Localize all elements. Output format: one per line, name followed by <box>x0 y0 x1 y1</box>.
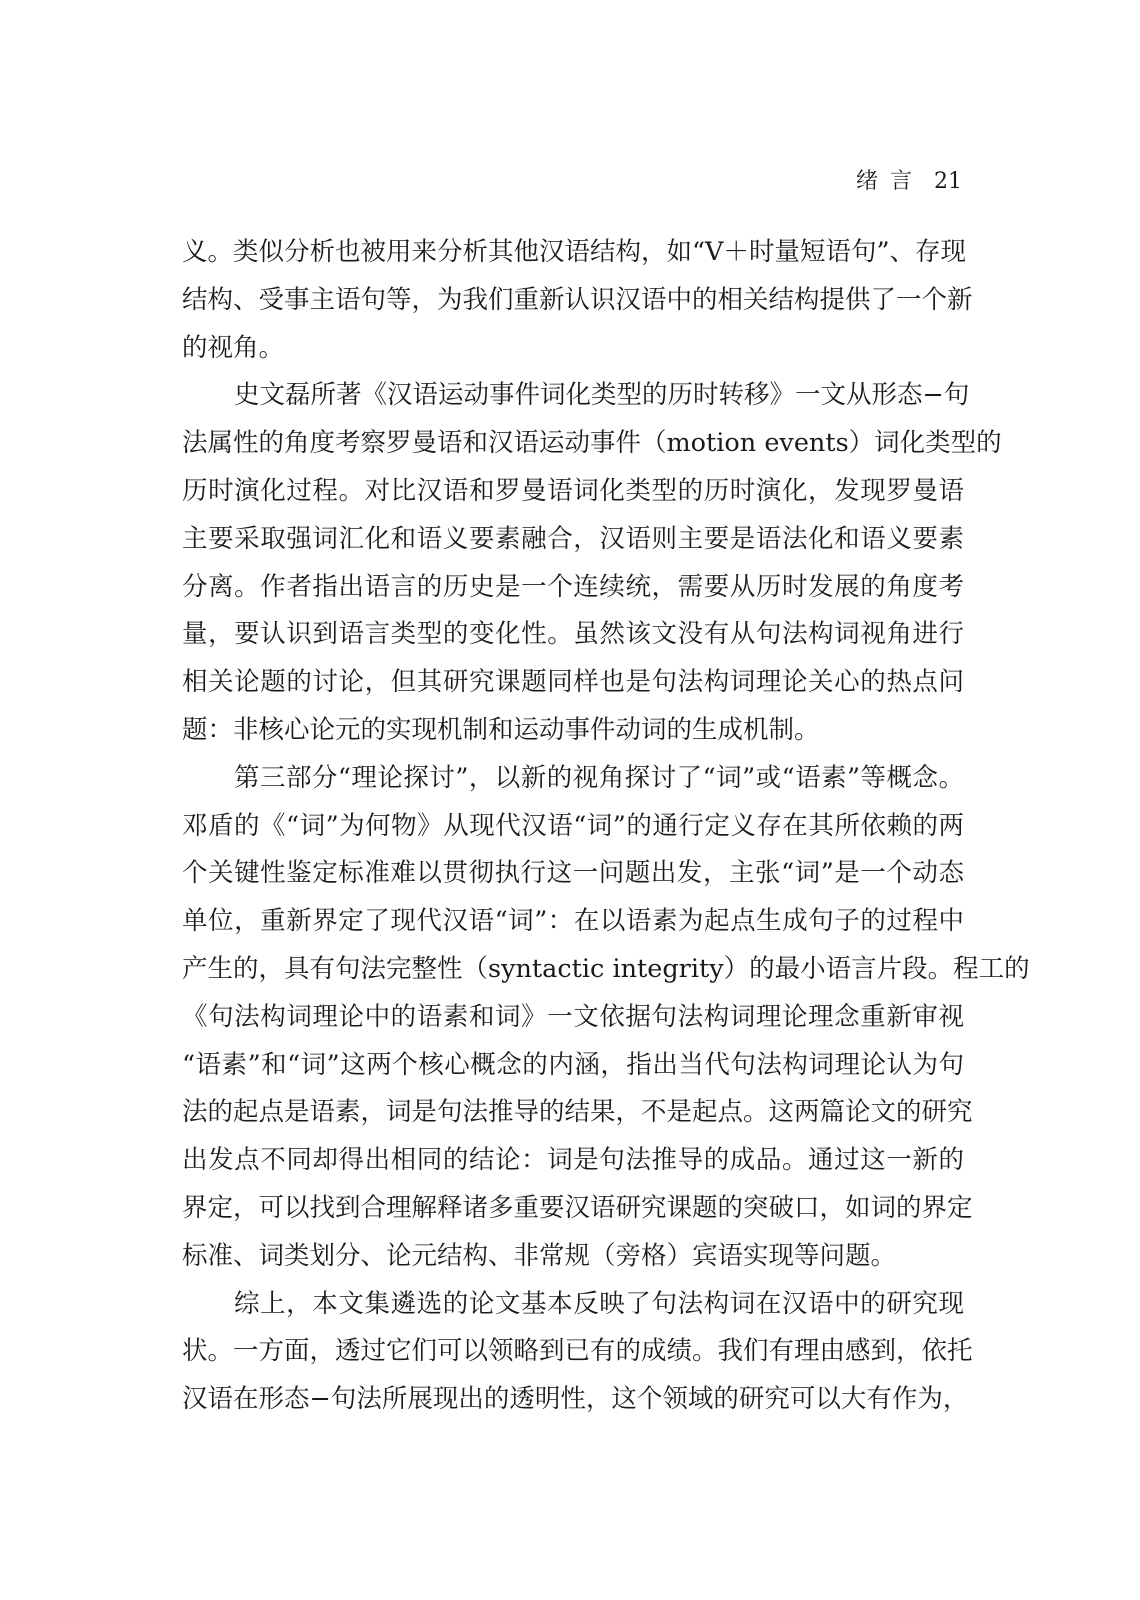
text-line: 历时演化过程。对比汉语和罗曼语词化类型的历时演化，发现罗曼语 <box>182 475 964 506</box>
body-text <box>182 229 1030 1424</box>
paragraph-summary <box>182 1281 973 1424</box>
paragraph-continuation <box>182 229 973 372</box>
text-line: 法属性的角度考察罗曼语和汉语运动事件（motion events）词化类型的 <box>182 428 1002 459</box>
paragraph-part-three <box>182 755 1030 1281</box>
text-line: 汉语在形态−句法所展现出的透明性，这个领域的研究可以大有作为， <box>182 1384 969 1415</box>
text-line: 单位，重新界定了现代汉语“词”：在以语素为起点生成句子的过程中 <box>182 906 964 937</box>
text-line: “语素”和“词”这两个核心概念的内涵，指出当代句法构词理论认为句 <box>182 1049 964 1080</box>
text-line: 结构、受事主语句等，为我们重新认识汉语中的相关结构提供了一个新 <box>182 284 973 315</box>
text-line: 综上，本文集遴选的论文基本反映了句法构词在汉语中的研究现 <box>234 1288 964 1319</box>
text-line: 标准、词类划分、论元结构、非常规（旁格）宾语实现等问题。 <box>182 1240 897 1271</box>
text-line: 法的起点是语素，词是句法推导的结果，不是起点。这两篇论文的研究 <box>182 1097 973 1128</box>
text-line: 第三部分“理论探讨”，以新的视角探讨了“词”或“语素”等概念。 <box>234 762 964 793</box>
text-line: 《句法构词理论中的语素和词》一文依据句法构词理论理念重新审视 <box>182 1001 964 1032</box>
text-line: 状。一方面，透过它们可以领略到已有的成绩。我们有理由感到，依托 <box>182 1336 973 1367</box>
text-line: 界定，可以找到合理解释诸多重要汉语研究课题的突破口，如词的界定 <box>182 1192 973 1223</box>
text-line: 个关键性鉴定标准难以贯彻执行这一问题出发，主张“词”是一个动态 <box>182 858 964 889</box>
running-head <box>856 166 962 198</box>
text-line: 分离。作者指出语言的历史是一个连续统，需要从历时发展的角度考 <box>182 571 964 602</box>
paragraph-shi-wenlei <box>182 372 1002 754</box>
page-number: 21 <box>934 169 962 194</box>
text-line: 义。类似分析也被用来分析其他汉语结构，如“V＋时量短语句”、存现 <box>182 237 966 267</box>
text-line: 产生的，具有句法完整性（syntactic integrity）的最小语言片段。程工的 <box>182 953 1030 984</box>
running-head-title: 绪言 <box>855 169 924 194</box>
text-line: 的视角。 <box>182 332 285 363</box>
text-line: 出发点不同却得出相同的结论：词是句法推导的成品。通过这一新的 <box>182 1145 964 1176</box>
text-line: 邓盾的《“词”为何物》从现代汉语“词”的通行定义存在其所依赖的两 <box>182 810 964 841</box>
text-line: 量，要认识到语言类型的变化性。虽然该文没有从句法构词视角进行 <box>182 619 964 650</box>
text-line: 题：非核心论元的实现机制和运动事件动词的生成机制。 <box>182 714 820 745</box>
text-line: 主要采取强词汇化和语义要素融合，汉语则主要是语法化和语义要素 <box>182 523 964 554</box>
text-line: 史文磊所著《汉语运动事件词化类型的历时转移》一文从形态−句 <box>234 380 970 411</box>
text-line: 相关论题的讨论，但其研究课题同样也是句法构词理论关心的热点问 <box>182 667 964 698</box>
